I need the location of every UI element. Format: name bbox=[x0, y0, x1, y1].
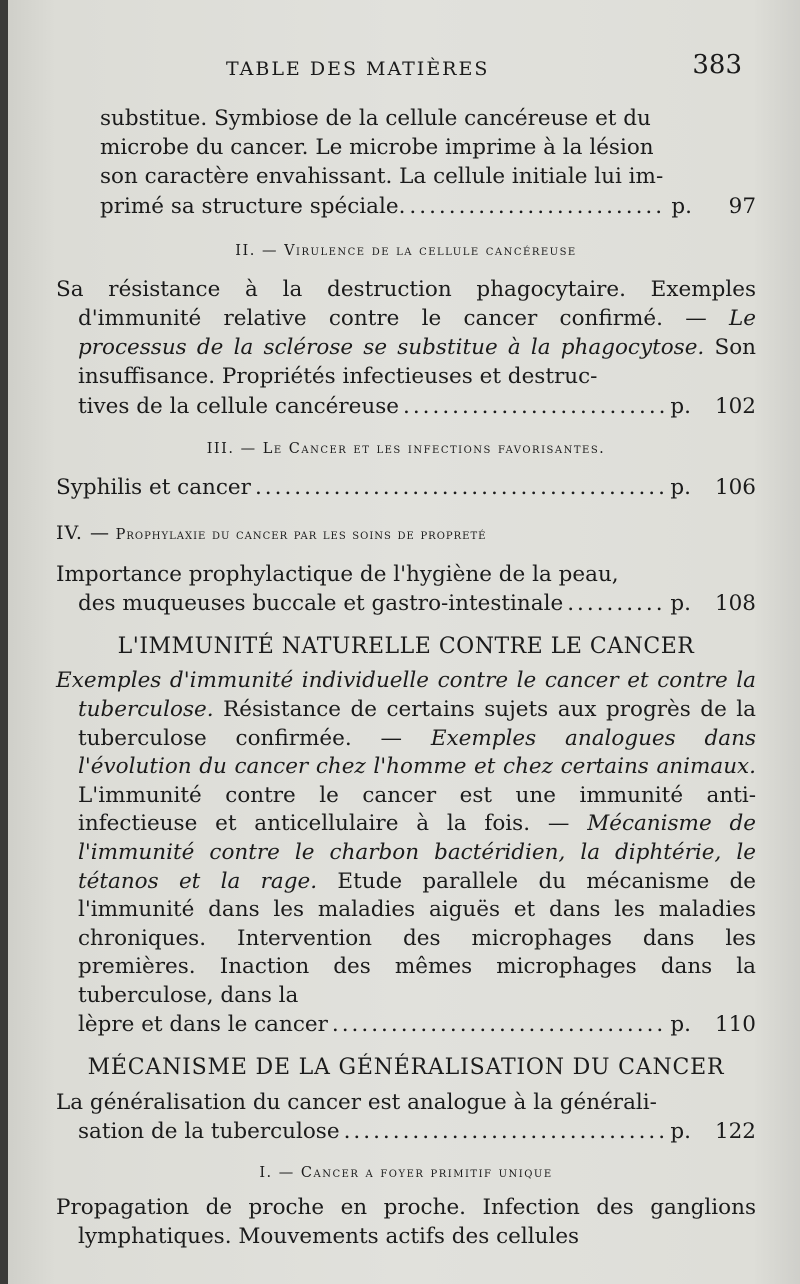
entry-last-line: sation de la tuberculose bbox=[78, 1119, 340, 1145]
section-title: Virulence de la cellule cancéreuse bbox=[284, 242, 577, 259]
entry-last-line: lèpre et dans le cancer bbox=[78, 1011, 328, 1037]
section-number: II. — bbox=[235, 242, 278, 259]
dot-leader bbox=[567, 589, 666, 618]
entry-text: Sa résistance à la destruction phagocytaire. Exemples d'immunité relative contre le cancer confirmé. — bbox=[56, 276, 756, 332]
toc-entry-immunite bbox=[56, 667, 756, 1039]
page-prefix: p. bbox=[671, 193, 692, 219]
entry-leader-line bbox=[56, 473, 756, 502]
dot-leader bbox=[403, 392, 666, 421]
page-ref: 106 bbox=[714, 474, 756, 500]
page-prefix: p. bbox=[670, 1011, 691, 1037]
page-number: 383 bbox=[692, 50, 742, 80]
entry-italic-text: Mécanisme de l'immunité contre le charbon bactéridien, la diphtérie, le tétanos et la rage. bbox=[78, 811, 756, 894]
page-ref: 108 bbox=[714, 591, 756, 617]
section-heading-prophylaxie bbox=[56, 522, 756, 544]
entry-text: Etude parallele du mécanisme de l'immunité dans les maladies aiguës et dans les maladies chroniques. Intervention des microphages dans les premières. Inaction des mêmes microphages dans la tuberculose, dans la bbox=[78, 868, 757, 1008]
entry-text: Propagation de proche en proche. Infection des ganglions lymphatiques. Mouvements actifs des cellules bbox=[56, 1194, 756, 1249]
entry-last-line: primé sa structure spéciale. bbox=[100, 193, 406, 219]
section-title: Prophylaxie du cancer par les soins de propreté bbox=[115, 527, 487, 544]
dot-leader bbox=[255, 473, 666, 502]
page-prefix: p. bbox=[670, 474, 691, 500]
entry-leader-line bbox=[78, 192, 756, 221]
page-ref: 97 bbox=[728, 193, 756, 219]
page-ref: 102 bbox=[714, 393, 756, 419]
entry-italic-text: Exemples d'immunité individuelle contre le cancer et contre la tuberculose. bbox=[56, 668, 756, 723]
entry-text: Importance prophylactique de l'hygiène de la peau, bbox=[56, 562, 619, 588]
toc-entry-virulence bbox=[56, 275, 756, 421]
section-number: I. — bbox=[259, 1164, 295, 1181]
chapter-heading-immunite: L'IMMUNITÉ NATURELLE CONTRE LE CANCER bbox=[117, 634, 695, 660]
toc-entry-syphilis bbox=[56, 473, 756, 502]
page-ref: 110 bbox=[714, 1011, 756, 1037]
section-number: III. — bbox=[206, 440, 257, 457]
page-header bbox=[8, 48, 800, 88]
chapter-heading-generalisation: MÉCANISME DE LA GÉNÉRALISATION DU CANCER bbox=[87, 1055, 725, 1081]
entry-leader-line bbox=[78, 392, 756, 421]
dot-leader bbox=[409, 192, 667, 221]
page-ref: 122 bbox=[714, 1119, 756, 1145]
page-prefix: p. bbox=[670, 591, 691, 617]
entry-leader-line bbox=[78, 1011, 756, 1040]
table-of-contents bbox=[56, 104, 756, 1251]
toc-entry-continuation bbox=[56, 104, 756, 221]
section-title: Cancer a foyer primitif unique bbox=[300, 1164, 553, 1181]
entry-line: son caractère envahissant. La cellule initiale lui im- bbox=[100, 164, 664, 190]
entry-leader-line bbox=[78, 1117, 756, 1146]
entry-last-line: tives de la cellule cancéreuse bbox=[78, 393, 399, 419]
section-title: Le Cancer et les infections favorisantes. bbox=[262, 440, 606, 457]
entry-last-line: Syphilis et cancer bbox=[56, 474, 251, 500]
section-number: IV. — bbox=[56, 522, 110, 545]
entry-text: L'immunité contre le cancer est une immunité anti-infectieuse et anticellulaire à la fois. — bbox=[78, 782, 756, 837]
entry-text: Son insuffisance. Propriétés infectieuses et destruc- bbox=[78, 335, 756, 390]
entry-leader-line bbox=[78, 589, 756, 618]
entry-text: Résistance de certains sujets aux progrès de la tuberculose confirmée. — bbox=[78, 697, 756, 751]
section-heading-infections bbox=[56, 441, 756, 457]
dot-leader bbox=[344, 1117, 667, 1146]
section-heading-virulence bbox=[56, 243, 756, 259]
running-title: TABLE DES MATIÈRES bbox=[226, 58, 490, 80]
entry-italic-text: Le processus de la sclérose se substitue à la phagocytose. bbox=[78, 306, 756, 361]
page-prefix: p. bbox=[670, 1119, 691, 1145]
entry-last-line: des muqueuses buccale et gastro-intestinale bbox=[78, 591, 564, 617]
page-prefix: p. bbox=[670, 393, 691, 419]
toc-entry-propagation bbox=[56, 1193, 756, 1251]
toc-entry-generalisation bbox=[56, 1088, 756, 1146]
section-heading-foyer-unique bbox=[56, 1165, 756, 1181]
entry-text: La généralisation du cancer est analogue à la générali- bbox=[56, 1090, 657, 1116]
toc-entry-prophylaxie bbox=[56, 560, 756, 618]
entry-italic-text: Exemples analogues dans l'évolution du cancer chez l'homme et chez certains animaux. bbox=[78, 725, 756, 780]
entry-line: substitue. Symbiose de la cellule cancéreuse et du bbox=[100, 106, 651, 131]
dot-leader bbox=[332, 1011, 666, 1040]
entry-line: microbe du cancer. Le microbe imprime à la lésion bbox=[100, 135, 654, 161]
book-page bbox=[8, 0, 800, 1284]
